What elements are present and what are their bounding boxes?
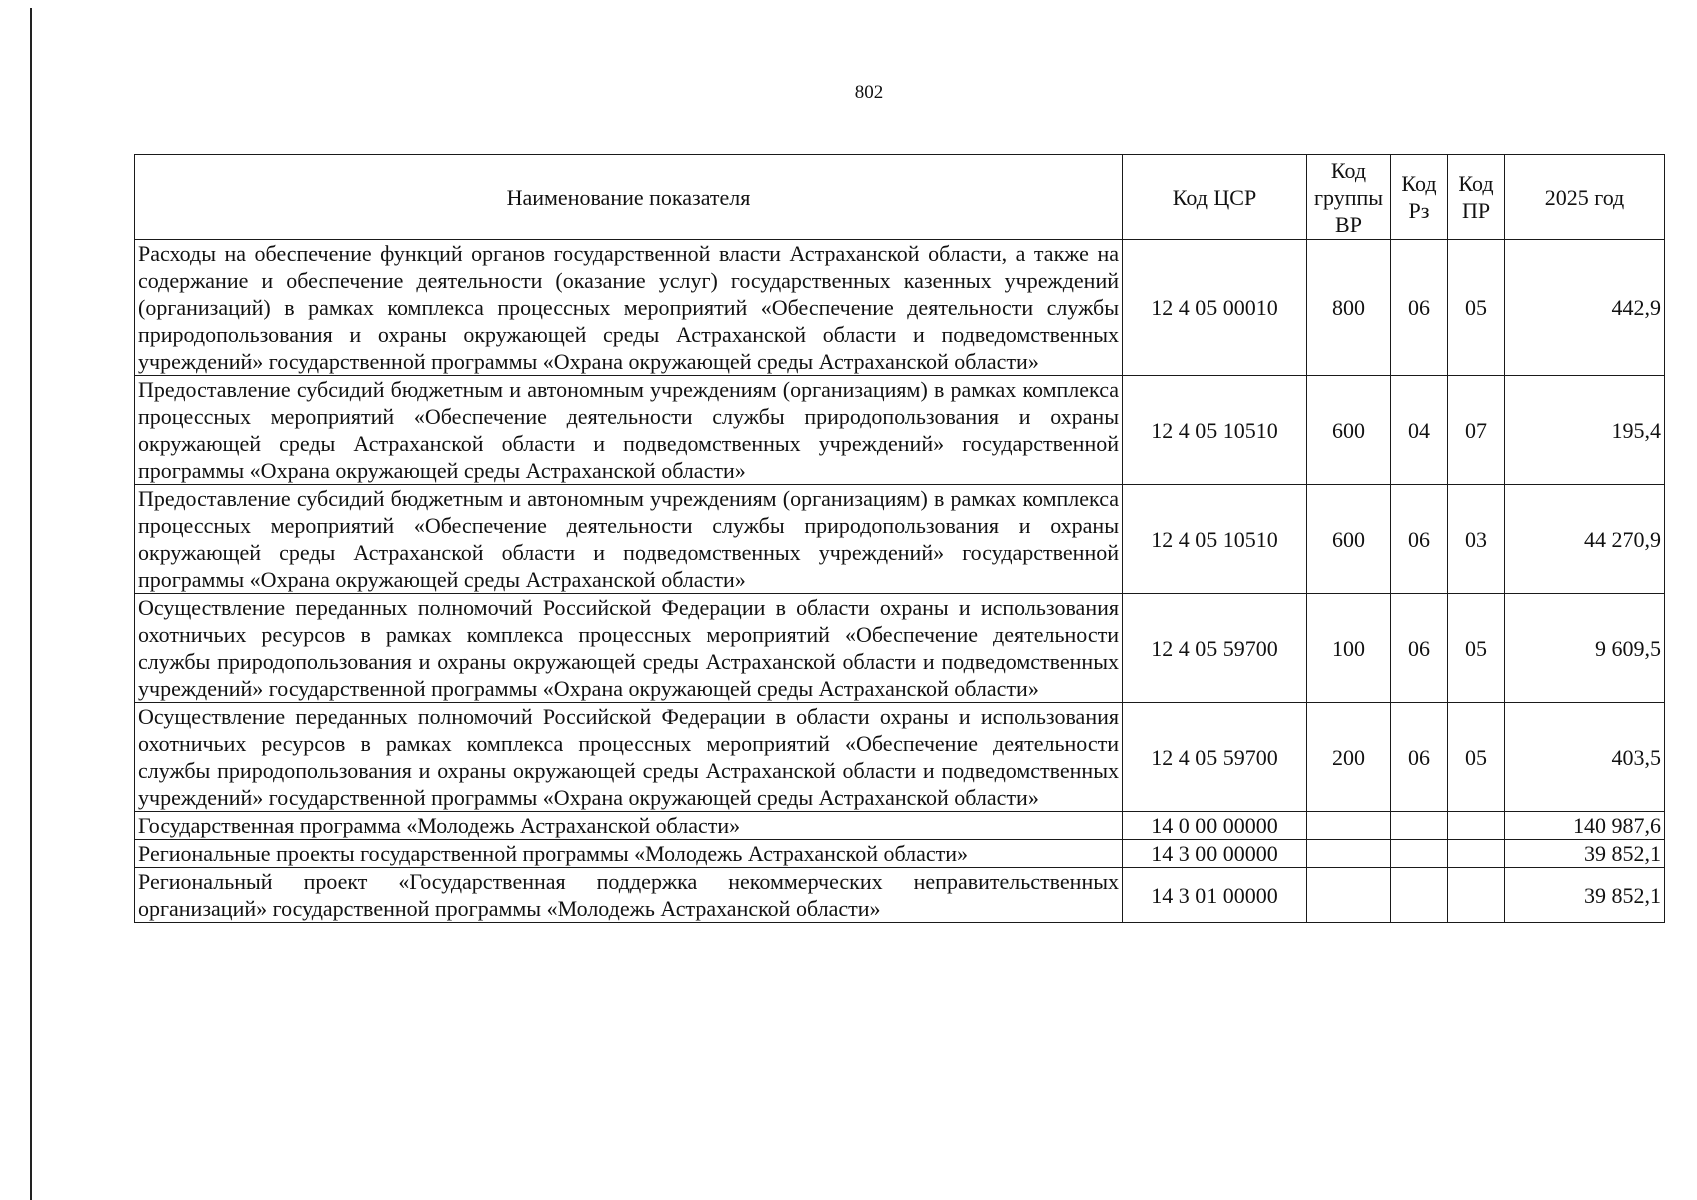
row-vr: 600 <box>1307 376 1391 485</box>
header-csr: Код ЦСР <box>1123 155 1307 240</box>
row-amount: 403,5 <box>1505 703 1665 812</box>
table-row <box>135 703 1665 812</box>
row-rz: 06 <box>1391 485 1448 594</box>
row-name: Предоставление субсидий бюджетным и автономным учреждениям (организациям) в рамках комплекса процессных мероприятий «Обеспечение деятельности службы природопользования и охраны окружающей среды Астраханской области и подведомственных учреждений» государственной программы «Охрана окружающей среды Астраханской области» <box>135 485 1123 594</box>
table-header-row <box>135 155 1665 240</box>
row-pr <box>1448 868 1505 923</box>
row-name: Осуществление переданных полномочий Российской Федерации в области охраны и использования охотничьих ресурсов в рамках комплекса процессных мероприятий «Обеспечение деятельности службы природопользования и охраны окружающей среды Астраханской области и подведомственных учреждений» государственной программы «Охрана окружающей среды Астраханской области» <box>135 703 1123 812</box>
row-pr: 05 <box>1448 594 1505 703</box>
row-vr: 800 <box>1307 240 1391 376</box>
row-csr: 14 3 00 00000 <box>1123 840 1307 868</box>
row-csr: 12 4 05 59700 <box>1123 594 1307 703</box>
row-amount: 140 987,6 <box>1505 812 1665 840</box>
row-pr <box>1448 812 1505 840</box>
row-pr: 05 <box>1448 240 1505 376</box>
row-csr: 14 3 01 00000 <box>1123 868 1307 923</box>
row-pr: 07 <box>1448 376 1505 485</box>
header-rz: Код Рз <box>1391 155 1448 240</box>
header-name: Наименование показателя <box>135 155 1123 240</box>
row-vr: 200 <box>1307 703 1391 812</box>
row-pr: 03 <box>1448 485 1505 594</box>
row-csr: 14 0 00 00000 <box>1123 812 1307 840</box>
page-number: 802 <box>854 82 884 103</box>
row-pr <box>1448 840 1505 868</box>
row-name: Региональные проекты государственной программы «Молодежь Астраханской области» <box>135 840 1123 868</box>
row-name: Государственная программа «Молодежь Астраханской области» <box>135 812 1123 840</box>
table-row <box>135 485 1665 594</box>
row-name: Региональный проект «Государственная поддержка некоммерческих неправительственных организаций» государственной программы «Молодежь Астраханской области» <box>135 868 1123 923</box>
row-amount: 39 852,1 <box>1505 840 1665 868</box>
row-rz: 06 <box>1391 240 1448 376</box>
row-name: Предоставление субсидий бюджетным и автономным учреждениям (организациям) в рамках комплекса процессных мероприятий «Обеспечение деятельности службы природопользования и охраны окружающей среды Астраханской области и подведомственных учреждений» государственной программы «Охрана окружающей среды Астраханской области» <box>135 376 1123 485</box>
row-rz <box>1391 812 1448 840</box>
header-year: 2025 год <box>1505 155 1665 240</box>
row-amount: 442,9 <box>1505 240 1665 376</box>
row-rz: 04 <box>1391 376 1448 485</box>
table-row <box>135 868 1665 923</box>
header-pr: Код ПР <box>1448 155 1505 240</box>
table-row <box>135 840 1665 868</box>
table-row <box>135 812 1665 840</box>
row-rz <box>1391 840 1448 868</box>
table-row <box>135 240 1665 376</box>
row-pr: 05 <box>1448 703 1505 812</box>
row-csr: 12 4 05 00010 <box>1123 240 1307 376</box>
row-vr: 100 <box>1307 594 1391 703</box>
table-row <box>135 594 1665 703</box>
budget-table <box>134 154 1665 923</box>
row-csr: 12 4 05 10510 <box>1123 376 1307 485</box>
table-row <box>135 376 1665 485</box>
row-vr <box>1307 868 1391 923</box>
row-rz <box>1391 868 1448 923</box>
row-rz: 06 <box>1391 594 1448 703</box>
row-name: Расходы на обеспечение функций органов государственной власти Астраханской области, а также на содержание и обеспечение деятельности (оказание услуг) государственных казенных учреждений (организаций) в рамках комплекса процессных мероприятий «Обеспечение деятельности службы природопользования и охраны окружающей среды Астраханской области и подведомственных учреждений» государственной программы «Охрана окружающей среды Астраханской области» <box>135 240 1123 376</box>
row-vr: 600 <box>1307 485 1391 594</box>
row-amount: 9 609,5 <box>1505 594 1665 703</box>
scan-edge-line <box>30 8 32 1200</box>
row-csr: 12 4 05 59700 <box>1123 703 1307 812</box>
row-rz: 06 <box>1391 703 1448 812</box>
row-csr: 12 4 05 10510 <box>1123 485 1307 594</box>
row-amount: 195,4 <box>1505 376 1665 485</box>
row-amount: 44 270,9 <box>1505 485 1665 594</box>
row-name: Осуществление переданных полномочий Российской Федерации в области охраны и использования охотничьих ресурсов в рамках комплекса процессных мероприятий «Обеспечение деятельности службы природопользования и охраны окружающей среды Астраханской области и подведомственных учреждений» государственной программы «Охрана окружающей среды Астраханской области» <box>135 594 1123 703</box>
header-vr: Код группы ВР <box>1307 155 1391 240</box>
row-vr <box>1307 812 1391 840</box>
row-amount: 39 852,1 <box>1505 868 1665 923</box>
row-vr <box>1307 840 1391 868</box>
